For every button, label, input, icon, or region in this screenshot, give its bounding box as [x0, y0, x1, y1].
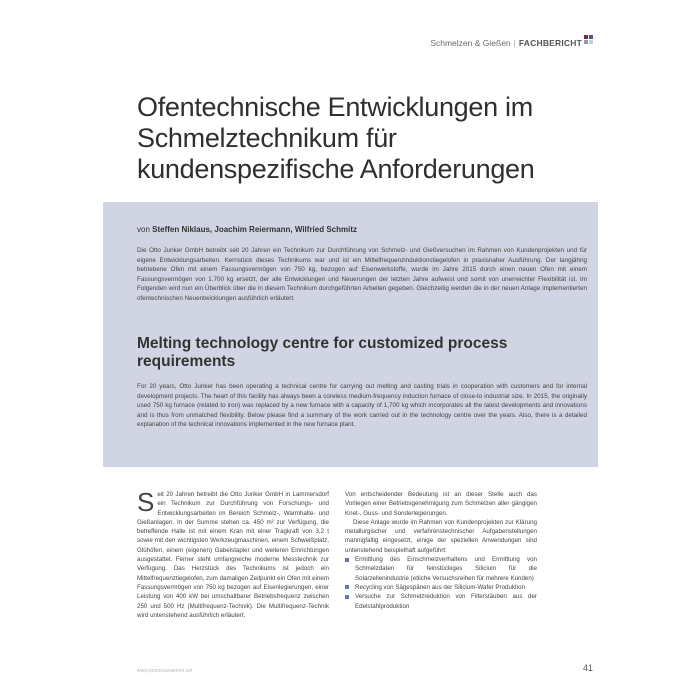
header-category: FACHBERICHT — [518, 38, 582, 48]
body-left-text: eit 20 Jahren betreibt die Otto Junker GmbH in Lammersdorf ein Technikum zur Durchführung von Forschungs- und Entwicklungsarbeiten im Bereich Schmelz-, Warmhalte- und Gießanlagen. In der Summe stehen ca. 450 m² zur Verfügung, die betreffende Halle ist mit einem Kran mit einer Tragkraft von 3,2 t sowie mit den wichtigsten Werkzeugmaschinen, einem Schweißplatz, Glühöfen, einem (eigenen) Gabelstapler und weiteren Einrichtungen ausgestattet. Ferner steht umfangreiche moderne Messtechnik zur Verfügung. Das Herzstück des Technikums ist jedoch ein Mittelfrequenztiegelofen, zum damaligen Zeitpunkt ein Ofen mit einem Fassungsvermögen von 750 kg bezogen auf Eisenlegierungen, einer Leistung von 400 kW bei umschaltbarer Betriebsfrequenz zwischen 250 und 500 Hz (Multifrequenz-Technik). Die Multifrequenz-Technik wird untenstehend ausführlich erläutert. — [137, 491, 329, 619]
authors-prefix: von — [137, 225, 150, 234]
list-item: Recycling von Sägespänen aus der Silicium-Wafer Produktion — [345, 583, 537, 592]
list-item: Versuche zur Schmelzreduktion von Filterstäuben aus der Edelstahlproduktion — [345, 592, 537, 611]
publisher-logo-icon — [584, 35, 593, 44]
article-title: Ofentechnische Entwicklungen im Schmelztechnikum für kundenspezifische Anforderungen — [137, 92, 535, 184]
drop-cap: S — [137, 487, 155, 517]
authors-line — [137, 225, 357, 234]
body-right-para-1: Von entscheidender Bedeutung ist an dieser Stelle auch das Vorliegen einer Betriebsgenehmigung zum Schmelzen aller gängigen Knet-, Guss- und Sonderlegierungen. — [345, 491, 537, 517]
list-item: Ermittlung des Einschmelzverhaltens und Ermittlung von Schmelzdaten für feinstückiges Silicium für die Solarzellenindustrie (etliche Versuchsreihen für mehrere Kunden) — [345, 555, 537, 583]
abstract-german: Die Otto Junker GmbH betreibt seit 20 Jahren ein Technikum zur Durchführung von Schmelz- und Gießversuchen im Rahmen von Kundenprojekten und für eigene Entwicklungsarbeiten. Kernstück dieses Technikums war und ist ein Mittelfrequenzinduktionstiegelofen in praxisnaher Ausführung. Der langjährig betriebene Ofen mit einem Fassungsvermögen von 750 kg, bezogen auf Eisenwerkstoffe, wurde im Jahre 2015 durch einen neuen Ofen mit einem Fassungsvermögen von 1.700 kg ersetzt, der alle Entwicklungen und Neuerungen der letzten Jahre aufweist und somit von unerreichter Flexibilität ist. Im Folgenden wird nun ein Überblick über die in diesem Technikum durchgeführten Arbeiten gegeben. Gleichzeitig werden die in der neuen Anlage implementierten ofentechnischen Neuentwicklungen ausführlich erläutert. — [137, 247, 587, 302]
body-column-left — [137, 487, 329, 620]
application-list — [345, 555, 537, 611]
page-number: 41 — [582, 663, 593, 673]
authors-names: Steffen Niklaus, Joachim Reiermann, Wilfried Schmitz — [152, 225, 358, 234]
abstract-english: For 20 years, Otto Junker has been operating a technical centre for carrying out melting and casting trials in cooperation with customers and for internal development projects. The heart of this facility has always been a coreless medium-frequency induction furnace of close-to industrial size. In 2015, the originally used 750 kg furnace (related to iron) was replaced by a new furnace with a capacity of 1,700 kg which incorporates all the latest developments and innovations and is thus from unmatched flexibility. Below please find a summary of the work carried out in the technology centre over the years. Also, there is a detailed explanation of the technical innovations implemented in the new furnace plant. — [137, 383, 587, 429]
english-title: Melting technology centre for customized process requirements — [137, 335, 508, 370]
header-section: Schmelzen & Gießen — [430, 38, 511, 48]
header-separator: | — [513, 38, 516, 48]
footer-url: www.prozesswaerme.net — [137, 668, 193, 674]
running-header — [430, 38, 582, 48]
body-column-right — [345, 490, 537, 611]
body-right-para-2: Diese Anlage wurde im Rahmen von Kundenprojekten zur Klärung metallurgischer und verfahrenstechnischer Aufgabenstellungen mannigfaltig eingesetzt, einige der speziellen Anwendungen sind untenstehend beispielhaft aufgeführt: — [345, 518, 537, 554]
